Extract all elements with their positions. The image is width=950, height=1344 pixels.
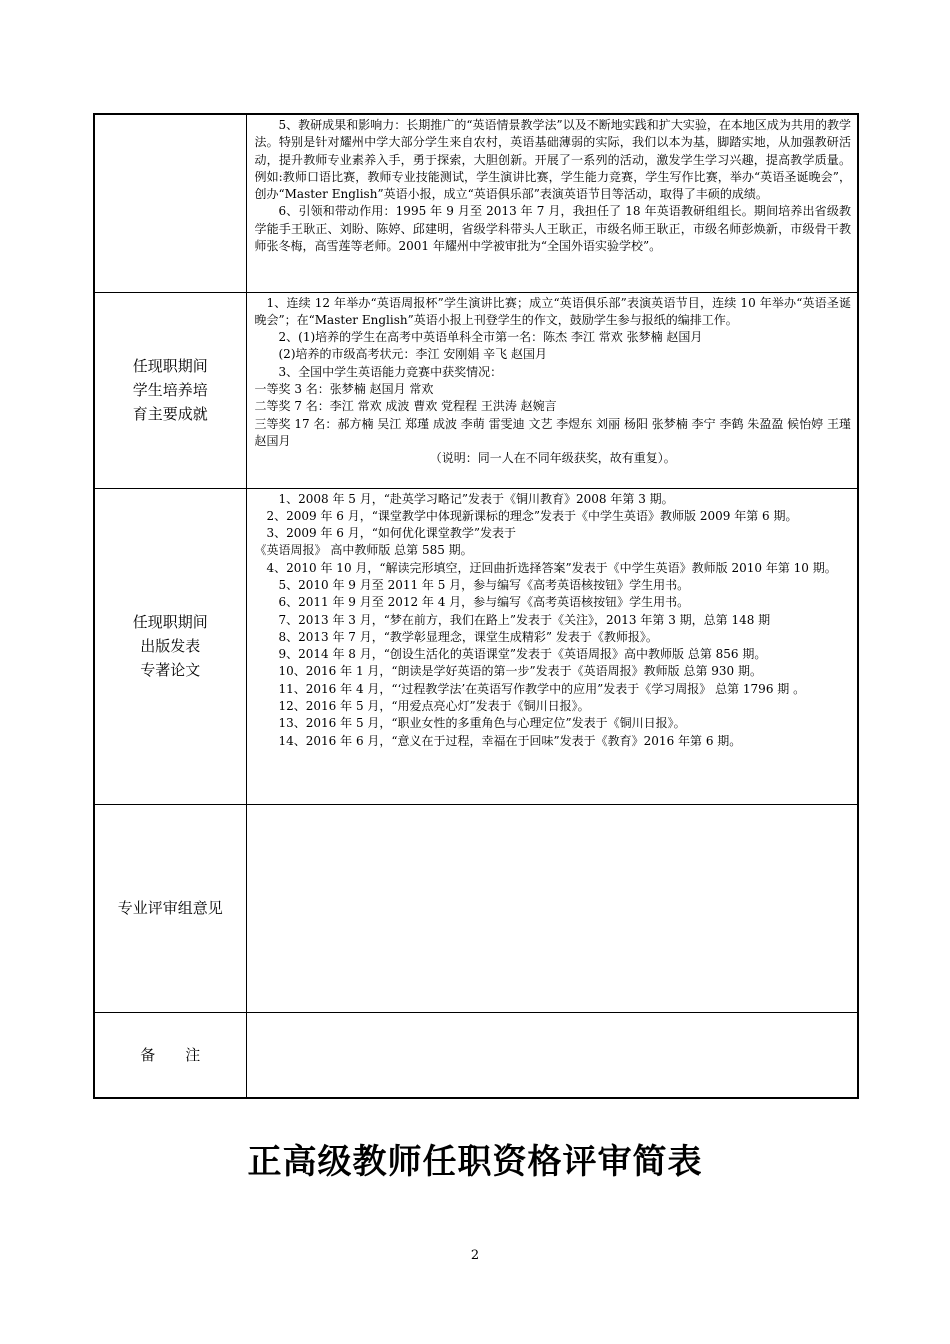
publication-item: 10、2016 年 1 月，“朗读是学好英语的第一步”发表于《英语周报》教师版 总第 930 期。 (278, 664, 763, 679)
label-remarks (94, 1012, 246, 1098)
first-prize-list: 一等奖 3 名：张梦楠 赵国月 常欢 (254, 381, 434, 396)
publication-item: 1、2008 年 5 月，“赴英学习略记”发表于《铜川教育》2008 年第 3 期。 (278, 491, 674, 506)
label-line: 任现职期间 (132, 357, 208, 375)
student-training-content (246, 292, 858, 488)
student-item-2-2: (2)培养的市级高考状元：李江 安刚娟 辛飞 赵国月 (278, 347, 547, 362)
publication-item: 7、2013 年 3 月，“梦在前方，我们在路上”发表于《关注》，2013 年第 3 期，总第 148 期 (278, 612, 771, 627)
third-prize-list: 三等奖 17 名：郝方楠 吴江 郑瑾 成波 李萌 雷雯迪 文艺 李煜东 刘丽 杨阳 张梦楠 李宁 李鹤 朱盈盈 候怡婷 王瑾 赵国月 (254, 416, 851, 448)
research-content (246, 114, 858, 292)
publication-item: 5、2010 年 9 月至 2011 年 5 月，参与编写《高考英语核按钮》学生用书。 (278, 577, 690, 592)
row-publications (94, 488, 858, 804)
prize-note: （说明：同一人在不同年级获奖，故有重复）。 (429, 451, 676, 466)
label-line: 专著论文 (140, 661, 201, 679)
row-student-training (94, 292, 858, 488)
label-line: 任现职期间 (132, 613, 208, 631)
second-prize-list: 二等奖 7 名：李江 常欢 成波 曹欢 党程程 王洪涛 赵婉言 (254, 399, 557, 414)
publication-item: 6、2011 年 9 月至 2012 年 4 月，参与编写《高考英语核按钮》学生用书。 (278, 595, 690, 610)
publication-item: 4、2010 年 10 月，“解读完形填空，迂回曲折选择答案”发表于《中学生英语》教师版 2010 年第 10 期。 (266, 560, 837, 575)
label-line: 育主要成就 (132, 405, 208, 423)
label-remarks-a: 备 (140, 1045, 156, 1064)
publication-item: 11、2016 年 4 月，“‘过程教学法’在英语写作教学中的应用”发表于《学习周报》 总第 1796 期 。 (278, 681, 806, 696)
label-line: 出版发表 (140, 637, 201, 655)
qualification-form-table (93, 113, 859, 1099)
label-line: 学生培养培 (132, 381, 208, 399)
row-remarks (94, 1012, 858, 1098)
publication-item: 3、2009 年 6 月，“如何优化课堂教学”发表于 (266, 526, 517, 541)
publication-item: 《英语周报》 高中教师版 总第 585 期。 (254, 543, 473, 558)
row-review-opinion (94, 804, 858, 1012)
label-student-training (94, 292, 246, 488)
publication-item: 8、2013 年 7 月，“教学彰显理念，课堂生成精彩” 发表于《教师报》。 (278, 629, 658, 644)
research-paragraph-6: 6、引领和带动作用：1995 年 9 月至 2013 年 7 月，我担任了 18 年英语教研组组长。期间培养出省级教学能手王耿正、刘盼、陈婷、邱建明，省级学科带头人王耿正，市级名师王耿正，市级名师彭焕新，市级骨干教师张冬梅，高雪莲等老师。2001 年耀州中学被审批为“全国外语实验学校”。 (254, 204, 851, 254)
student-item-3: 3、全国中学生英语能力竞赛中获奖情况： (278, 364, 503, 379)
publication-item: 14、2016 年 6 月，“意义在于过程，幸福在于回味”发表于《教育》2016 年第 6 期。 (278, 733, 742, 748)
review-opinion-content (246, 804, 858, 1012)
label-review-opinion (94, 804, 246, 1012)
label-publications (94, 488, 246, 804)
publication-item: 12、2016 年 5 月，“用爱点亮心灯”发表于《铜川日报》。 (278, 699, 590, 714)
publication-item: 13、2016 年 5 月，“职业女性的多重角色与心理定位”发表于《铜川日报》。 (278, 716, 686, 731)
remarks-content (246, 1012, 858, 1098)
form-title: 正高级教师任职资格评审简表 (247, 1142, 703, 1182)
label-remarks-b: 注 (185, 1045, 201, 1064)
publication-item: 9、2014 年 8 月，“创设生活化的英语课堂”发表于《英语周报》高中教师版 总第 856 期。 (278, 647, 767, 662)
publication-item: 2、2009 年 6 月，“课堂教学中体现新课标的理念”发表于《中学生英语》教师版 2009 年第 6 期。 (266, 508, 798, 523)
label-research-empty (94, 114, 246, 292)
publications-content (246, 488, 858, 804)
student-item-2-1: 2、(1)培养的学生在高考中英语单科全市第一名：陈杰 李江 常欢 张梦楠 赵国月 (278, 330, 703, 345)
label-line: 专业评审组意见 (117, 899, 223, 917)
research-paragraph-5: 5、教研成果和影响力：长期推广的“英语情景教学法”以及不断地实践和扩大实验，在本地区成为共用的教学法。特别是针对耀州中学大部分学生来自农村，英语基础薄弱的实际，我们以本为基，脚踏实地，从加强教研活动，提升教师专业素养入手，勇于探索，大胆创新。开展了一系列的活动，激发学生学习兴趣，提高教学质量。例如:教师口语比赛，教师专业技能测试，学生演讲比赛，学生能力竞赛，学生写作比赛，举办“英语圣诞晚会”，创办“Master English”英语小报，成立“英语俱乐部”表演英语节目等活动，取得了丰硕的成绩。 (254, 118, 851, 202)
page-number: 2 (470, 1248, 480, 1263)
student-item-1: 1、连续 12 年举办“英语周报杯”学生演讲比赛；成立“英语俱乐部”表演英语节目，连续 10 年举办“英语圣诞晚会”；在“Master English”英语小报上刊登学生的作文，鼓励学生参与报纸的编排工作。 (254, 295, 851, 327)
row-research-achievements (94, 114, 858, 292)
